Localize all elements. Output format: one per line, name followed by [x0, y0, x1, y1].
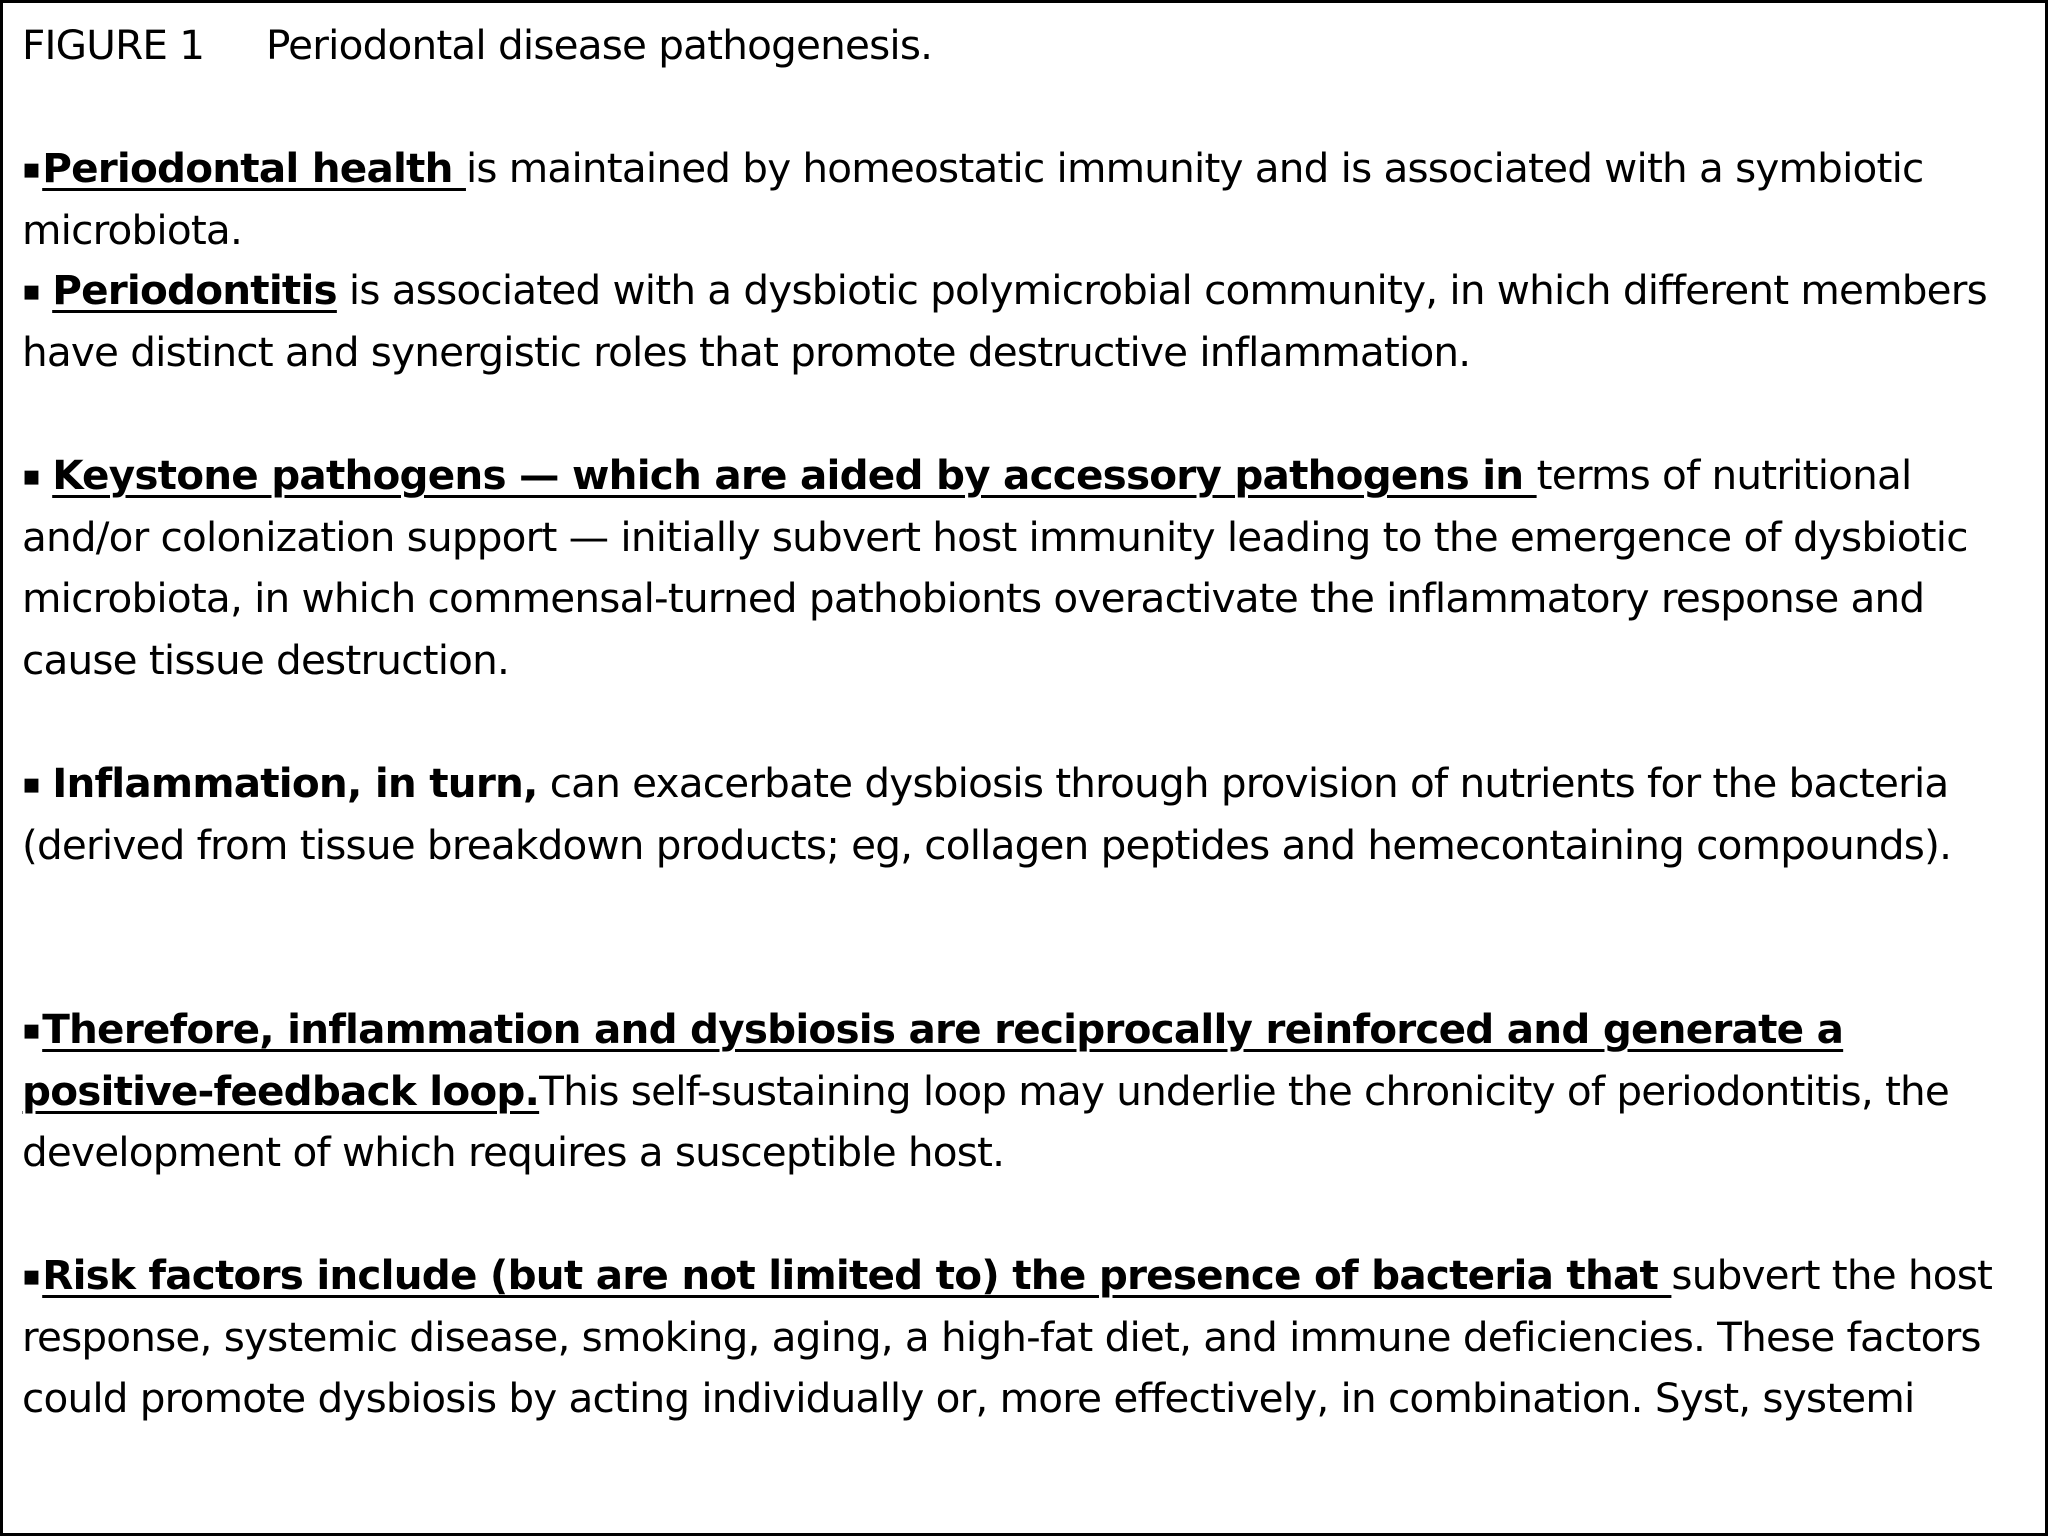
figure-title	[22, 15, 2022, 77]
square-bullet-icon: ▪	[22, 1013, 41, 1046]
figure-label: FIGURE 1	[22, 21, 205, 69]
paragraph-lead: Periodontitis	[52, 266, 337, 314]
paragraph-lead: Therefore, inflammation and dysbiosis are reciprocally reinforced and generate a positive-feedback loop.	[22, 1005, 1844, 1115]
paragraph-lead: Periodontal health	[42, 144, 466, 192]
paragraph-keystone-pathogens	[22, 445, 2032, 691]
paragraph-lead: Inflammation, in turn,	[52, 759, 538, 807]
paragraph-body: is maintained by homeostatic immunity and is associated with a symbiotic microbiota.	[22, 144, 1924, 254]
paragraph-body: This self-sustaining loop may underlie the chronicity of periodontitis, the development of which requires a susceptible host.	[22, 1066, 1950, 1176]
paragraph-periodontitis	[22, 260, 2032, 383]
paragraph-periodontal-health	[22, 138, 2032, 261]
paragraph-inflammation	[22, 753, 2032, 876]
square-bullet-icon: ▪	[22, 459, 41, 492]
paragraph-risk-factors	[22, 1245, 2032, 1430]
paragraph-body: is associated with a dysbiotic polymicrobial community, in which different members have distinct and synergistic roles that promote destructive inflammation.	[22, 266, 1987, 376]
figure-caption: Periodontal disease pathogenesis.	[266, 21, 933, 69]
square-bullet-icon: ▪	[22, 152, 41, 185]
paragraph-body: terms of nutritional and/or colonization support — initially subvert host immunity leading to the emergence of dysbiotic microbiota, in which commensal-turned pathobionts overactivate the inflammatory response and cause tissue destruction.	[22, 451, 1968, 684]
paragraph-lead: Keystone pathogens — which are aided by accessory pathogens in	[52, 451, 1537, 499]
paragraph-lead: Risk factors include (but are not limited to) the presence of bacteria that	[42, 1251, 1672, 1299]
square-bullet-icon: ▪	[22, 767, 41, 800]
paragraph-body: subvert the host response, systemic disease, smoking, aging, a high-fat diet, and immune deficiencies. These factors could promote dysbiosis by acting individually or, more effectively, in combination. Syst, systemi	[22, 1251, 1993, 1422]
square-bullet-icon: ▪	[22, 274, 41, 307]
paragraph-body: can exacerbate dysbiosis through provision of nutrients for the bacteria (derived from tissue breakdown products; eg, collagen peptides and hemecontaining compounds).	[22, 759, 1952, 869]
paragraph-feedback-loop	[22, 999, 2032, 1184]
square-bullet-icon: ▪	[22, 1259, 41, 1292]
